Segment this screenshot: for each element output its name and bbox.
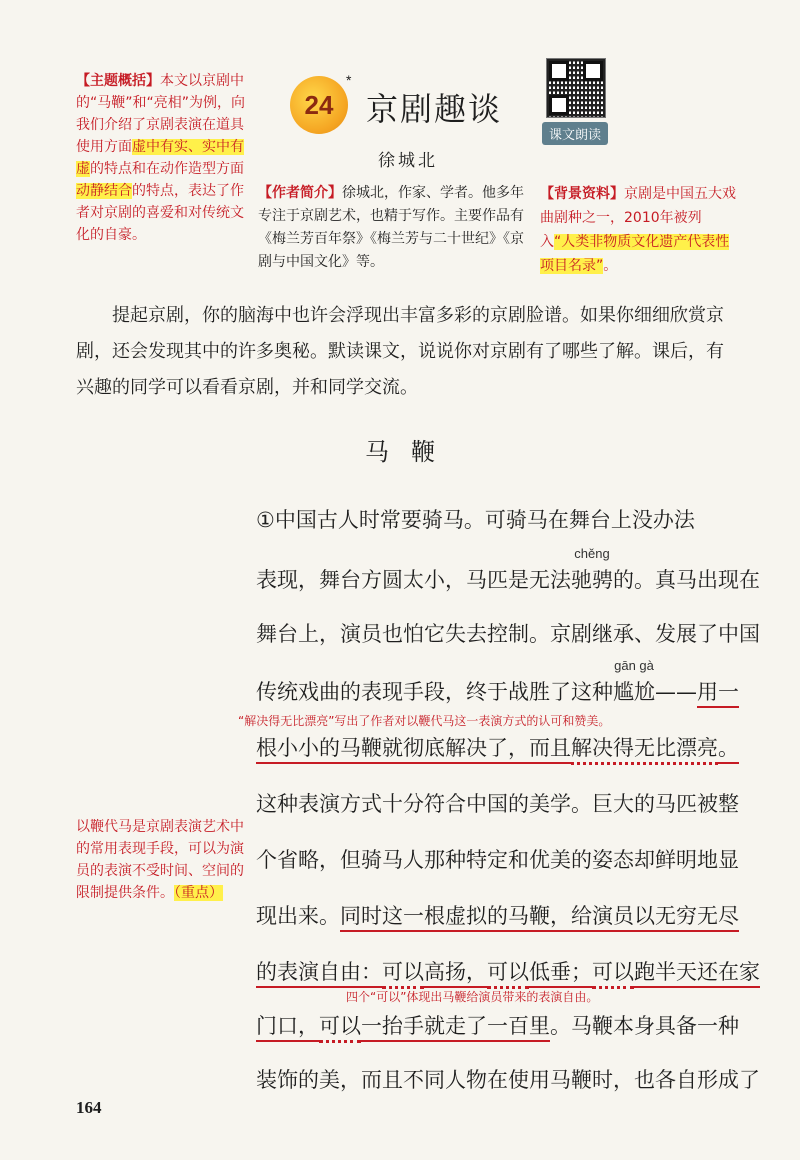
underlined-text: 。 [718, 736, 739, 764]
underlined-text: 高扬， [424, 960, 487, 988]
ruby-word [613, 658, 655, 706]
inline-note-1: “解决得无比漂亮”写出了作者对以鞭代马这一表演方式的认可和赞美。 [238, 714, 611, 728]
theme-summary-text-3: 的特点，表达了作者对京剧的喜爱和对传统文化的自豪。 [76, 183, 244, 243]
text-line-3: 舞台上，演员也怕它失去控制。京剧继承、发展了中国 [256, 622, 760, 646]
lesson-number-badge [290, 76, 348, 134]
theme-summary-note [76, 70, 252, 246]
text-line-2 [256, 546, 760, 594]
text-segment: 传统戏曲的表现手段，终于战胜了这种 [256, 680, 613, 704]
lesson-title: 京剧趣谈 [366, 90, 503, 128]
text-segment: —— [655, 680, 697, 704]
underlined-text: 同时这一根虚拟的马鞭，给演员以无穷无尽 [340, 904, 739, 932]
underlined-text: 根小小的马鞭就彻底解决了，而且 [256, 736, 571, 764]
theme-highlight-2: 动静结合 [76, 183, 132, 199]
text-line-7: 个省略，但骑马人那种特定和优美的姿态却鲜明地显 [256, 848, 739, 872]
dotted-emphasis: 可以 [592, 960, 634, 989]
key-point-tag: （重点） [174, 885, 223, 901]
reading-prompt: 提起京剧，你的脑海中也许会浮现出丰富多彩的京剧脸谱。如果你细细欣赏京剧，还会发现其中的许多奥秘。默读课文，说说你对京剧有了哪些了解。课后，有兴趣的同学可以看看京剧，并和同学交流。 [76, 305, 724, 398]
text-segment: 现出来。 [256, 904, 340, 928]
inline-note-2: 四个“可以”体现出马鞭给演员带来的表演自由。 [346, 990, 599, 1004]
dotted-emphasis: 解决得无比漂亮 [571, 736, 718, 765]
section-heading: 马鞭 [365, 438, 457, 466]
ruby-base: 尴尬 [613, 680, 655, 704]
author-intro-note [258, 182, 528, 274]
theme-summary-text-1: 本文以京剧中的“马鞭”和“亮相”为例，向我们介绍了京剧表演在道具使用方面 [76, 73, 246, 155]
underlined-text: 低垂； [529, 960, 592, 988]
dotted-emphasis: 可以 [382, 960, 424, 989]
qr-audio-link[interactable] [542, 58, 608, 145]
text-segment: 的。真马出现在 [613, 568, 760, 592]
underlined-text: 一抬手就走了一百里 [361, 1014, 550, 1042]
text-line-9 [256, 956, 760, 986]
background-note [540, 182, 736, 278]
text-line-11: 装饰的美，而且不同人物在使用马鞭时，也各自形成了 [256, 1068, 760, 1092]
author-intro-tag: 【作者简介】 [258, 185, 342, 201]
background-text-1: 京剧是中国五大戏曲剧种之一，2010年被列入 [540, 186, 736, 250]
theme-highlight-1: 虚中有实、实中有虚 [76, 139, 244, 177]
author-intro-text: 徐城北，作家、学者。他多年专注于京剧艺术，也精于写作。主要作品有《梅兰芳百年祭》《梅兰芳与二十世纪》《京剧与中国文化》等。 [258, 185, 524, 270]
side-note-key-point [76, 816, 248, 904]
lesson-star-mark: * [346, 72, 352, 88]
text-segment: 。马鞭本身具备一种 [550, 1014, 739, 1038]
pinyin: gān gà [614, 658, 654, 673]
underlined-text: 跑半天还在家 [634, 960, 760, 988]
text-line-8 [256, 900, 739, 930]
dotted-emphasis: 可以 [319, 1014, 361, 1043]
text-segment: 表现，舞台方圆太小，马匹是无法 [256, 568, 571, 592]
background-highlight: “人类非物质文化遗产代表性项目名录” [540, 234, 730, 274]
dotted-emphasis: 可以 [487, 960, 529, 989]
lesson-number: 24 [304, 89, 334, 120]
text-line-1: ①中国古人时常要骑马。可骑马在舞台上没办法 [256, 508, 695, 532]
page-number: 164 [76, 1098, 102, 1117]
side-note-text: 以鞭代马是京剧表演艺术中的常用表现手段，可以为演员的表演不受时间、空间的限制提供条件。 [76, 819, 244, 901]
text-line-10 [256, 1010, 739, 1040]
text-line-6: 这种表演方式十分符合中国的美学。巨大的马匹被整 [256, 792, 739, 816]
background-text-2: 。 [603, 258, 618, 274]
text-line-4 [256, 658, 739, 706]
background-tag: 【背景资料】 [540, 186, 624, 202]
qr-label: 课文朗读 [542, 122, 608, 145]
pinyin: chěng [574, 546, 610, 561]
theme-summary-text-2: 的特点和在动作造型方面 [90, 161, 244, 177]
underlined-text: 用一 [697, 680, 739, 708]
text-line-5 [256, 732, 739, 762]
ruby-base: 驰骋 [571, 568, 613, 592]
underlined-text: 门口， [256, 1014, 319, 1042]
lesson-header [290, 72, 520, 136]
theme-summary-tag: 【主题概括】 [76, 73, 160, 89]
ruby-word [571, 546, 613, 594]
underlined-text: 的表演自由： [256, 960, 382, 988]
author-name: 徐城北 [378, 151, 438, 171]
qr-code-icon[interactable] [546, 58, 606, 118]
